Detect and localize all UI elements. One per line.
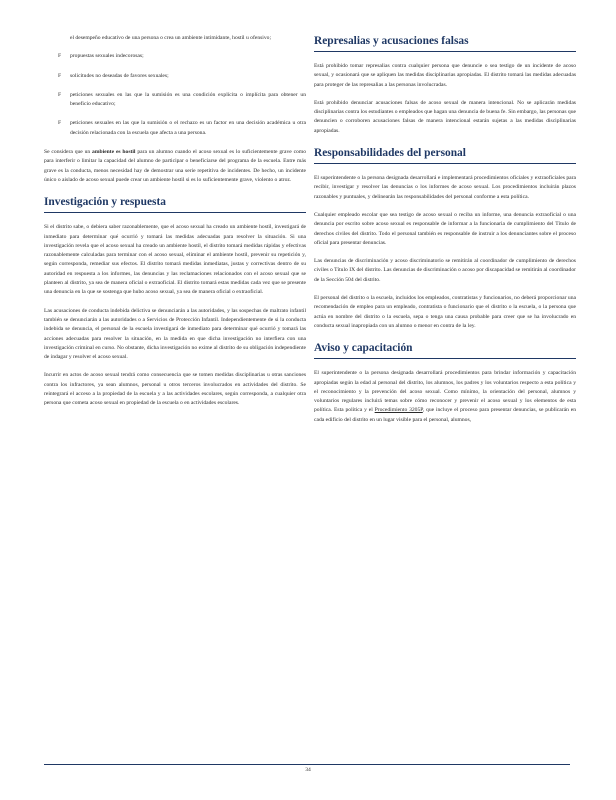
right-column	[314, 34, 576, 434]
page-number: 34	[305, 767, 311, 773]
left-column	[44, 34, 306, 418]
list-item	[44, 52, 306, 61]
heading-responsabilidades: Responsabilidades del personal	[314, 146, 576, 164]
aviso-post: , que incluye el proceso para presentar denuncias, se publicarán en cada edificio del distrito en un lugar visible para el personal, alumnos,	[314, 407, 576, 423]
hostile-environment-paragraph	[44, 148, 306, 185]
heading-represalias: Represalias y acusaciones falsas	[314, 34, 576, 52]
list-item	[44, 72, 306, 81]
intro-continuation: el desempeño educativo de una persona o crea un ambiente intimidante, hostil u ofensivo;	[70, 35, 272, 41]
responsabilidades-paragraph-4: El personal del distrito o la escuela, incluidos los empleados, contratistas y funcionarios, no deberá proporcionar una recomendación de empleo para un empleado, contratista o funcionario que el distrito o la escuela, o la persona que actúa en nombre del distrito o la escuela, sepa o tenga una causa probable para creer que se ha involucrado en conducta sexual inapropiada con un alumno o menor en contra de la ley.	[314, 295, 576, 329]
bullet-mark: F	[58, 120, 62, 127]
aviso-pre: El superintendente o la persona designada desarrollará procedimientos para brindar información y capacitación apropiadas según la edad al personal del distrito, los alumnos, los padres y los voluntarios respecto a esta política y el reconocimiento y la prevención del acoso sexual. Como mínimo, la orientación del personal, alumnos y voluntarios regulares incluirá temas sobre cómo reconocer y prevenir el acoso sexual y los elementos de esta política. Esta política y el	[314, 370, 576, 414]
bullet-mark: F	[58, 91, 62, 98]
investigacion-paragraph-1: Si el distrito sabe, o debiera saber razonablemente, que el acoso sexual ha creado un ambiente hostil, investigará de inmediato para determinar qué ocurrió y tomará las medidas adecuadas para resolver la situación. Si una investigación revela que el acoso sexual ha creado un ambiente hostil, el distrito tomará medidas rápidas y efectivas razonablemente calculadas para terminar con el acoso sexual, eliminar el ambiente hostil, prevenir su repetición y, según corresponda, remediar sus efectos. El distrito tomará medidas inmediatas, justas y correctivas dentro de su autoridad en respuesta a los informes, las denuncias y las reclamaciones relacionados con el acoso sexual que se planteen al distrito, ya sea de manera oficial o extraoficial. El distrito tomará estas medidas cada vez que se presente una denuncia en la que se sostenga que hubo acoso sexual, ya sea de manera oficial o extraoficial.	[44, 224, 306, 296]
investigacion-paragraph-3: Incurrir en actos de acoso sexual tendrá como consecuencia que se tomen medidas disciplinarias u otras sanciones contra los infractores, ya sean alumnos, personal u otros terceros involucrados en actividades del distrito. Se reintegrará el acceso a la propiedad de la escuela y a las actividades escolares, según corresponda, a cualquier otra persona que cometa acoso sexual en propiedad de la escuela o en actividades escolares.	[44, 372, 306, 407]
bullet-text: peticiones sexuales en las que la sumisión es una condición explícita o implícita para obtener un beneficio educativo;	[70, 91, 306, 108]
investigacion-paragraph-2: Las acusaciones de conducta indebida delictiva se denunciarán a las autoridades, y las sospechas de maltrato infantil también se denunciarán a las autoridades o a Servicios de Protección Infantil. Independientemente de si la conducta indebida se denuncia, el personal de la escuela investigará de inmediato para determinar qué ocurrió y tomará las acciones adecuadas para resolver la situación, en la medida en que dicha investigación no interfiera con una investigación criminal en curso. No obstante, dicha investigación no exime al distrito de su obligación independiente de indagar y resolver el acoso sexual.	[44, 307, 306, 361]
bullet-mark: F	[58, 72, 62, 79]
bullet-text: propuestas sexuales indecorosas;	[70, 53, 144, 60]
aviso-paragraph	[314, 369, 576, 425]
procedure-link[interactable]: Procedimiento 3205P	[374, 407, 423, 414]
responsabilidades-paragraph-1: El superintendente o la persona designada desarrollará e implementará procedimientos oficiales y extraoficiales para recibir, investigar y resolver las denuncias o los informes de acoso sexual. Los procedimientos incluirán plazos razonables y puntuales, y delinearán las responsabilidades del personal conforme a esta política.	[314, 175, 576, 200]
footer-rule	[44, 764, 570, 765]
responsabilidades-paragraph-3: Las denuncias de discriminación y acoso discriminatorio se remitirán al coordinador de cumplimiento de derechos civiles o Título IX del distrito. Las denuncias de discriminación o acoso por discapacidad se remitirán al coordinador de la Sección 504 del distrito.	[314, 258, 576, 283]
bullet-mark: F	[58, 53, 62, 60]
heading-aviso: Aviso y capacitación	[314, 341, 576, 359]
hostile-term: ambiente es hostil	[92, 149, 136, 156]
represalias-paragraph-1: Está prohibido tomar represalias contra cualquier persona que denuncie o sea testigo de un incidente de acoso sexual, y ocasionará que se apliquen las medidas disciplinarias apropiadas. El distrito tomará las medidas adecuadas para proteger de las represalias a las personas involucradas.	[314, 63, 576, 88]
represalias-paragraph-2: Está prohibido denunciar acusaciones falsas de acoso sexual de manera intencional. No se aplicarán medidas disciplinarias contra los estudiantes o empleados que hagan una denuncia de buena fe. Sin embargo, las personas que denuncien o corroboren acusaciones falsas de manera intencional estarán sujetas a las medidas disciplinarias apropiadas.	[314, 99, 576, 134]
bullet-text: solicitudes no deseadas de favores sexuales;	[70, 72, 169, 79]
hostile-post: para un alumno cuando el acoso sexual es lo suficientemente grave como para interferir o limitar la capacidad del alumno de participar o beneficiarse del programa de la escuela. Entre más grave es la conducta, menos necesidad hay de demostrar una serie repetitiva de incidentes. De hecho, un incidente único o aislado de acoso sexual puede crear un ambiente hostil si es lo suficientemente grave, violento o atroz.	[44, 149, 306, 183]
list-item	[44, 119, 306, 138]
heading-investigacion: Investigación y respuesta	[44, 195, 306, 213]
list-item	[44, 91, 306, 110]
bullet-text: peticiones sexuales en las que la sumisión o el rechazo es un factor en una decisión académica u otra decisión relacionada con la escuela que afecta a una persona.	[70, 120, 306, 136]
hostile-pre: Se considera que un	[44, 149, 91, 156]
responsabilidades-paragraph-2: Cualquier empleado escolar que sea testigo de acoso sexual o reciba un informe, una denuncia extraoficial o una denuncia por escrito sobre acoso sexual es responsable de informar a la funcionaria de cumplimiento del Título de derechos civiles del distrito. Todo el personal también es responsable de instruir a los denunciantes sobre el proceso oficial para presentar denuncias.	[314, 211, 576, 246]
